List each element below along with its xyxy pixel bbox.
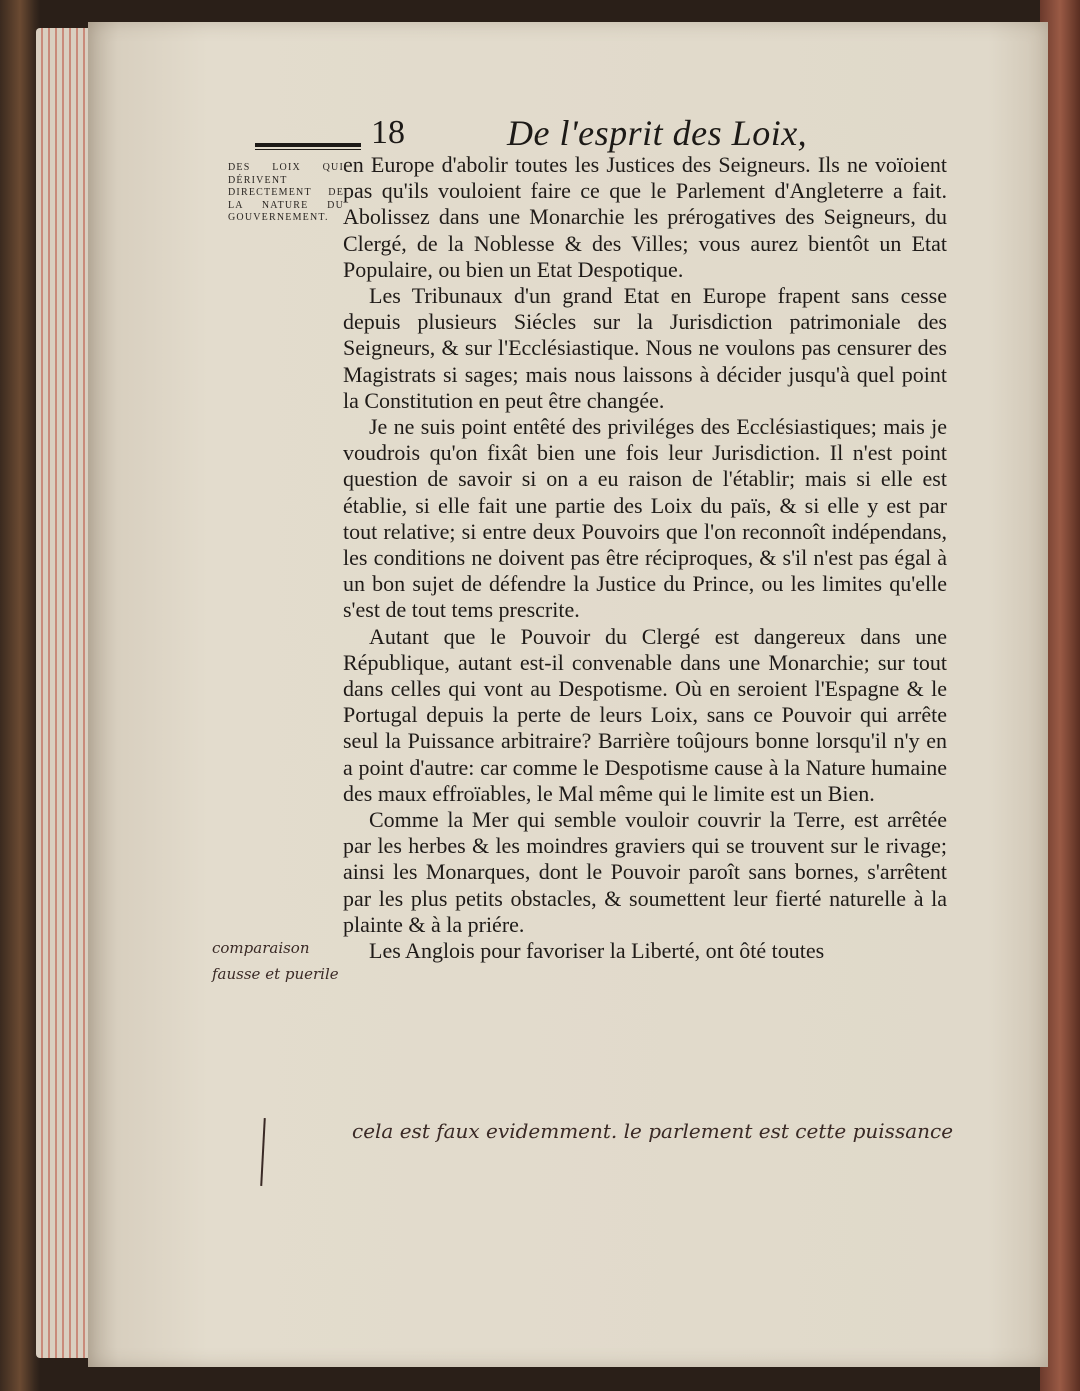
- paragraph: en Europe d'abolir toutes les Justices des Seigneurs. Ils ne voïoient pas qu'ils vouloient faire ce que le Parlement d'Angleterre a fait. Abolissez dans une Monarchie les prérogatives des Seigneurs, du Clergé, de la Noblesse & des Villes; vous aurez bientôt un Etat Populaire, ou bien un Etat Despotique.: [343, 152, 947, 282]
- paragraph: Je ne suis point entêté des priviléges des Ecclésiastiques; mais je voudrois qu'on fixât bien une fois leur Jurisdiction. Il n'est point question de savoir si on a eu raison de l'établir; mais si elle est établie, si elle fait une partie des Loix du païs, & si elle y est par tout relative; si entre deux Pouvoirs que l'on reconnoît indépendans, les conditions ne doivent pas être réciproques, & s'il n'est pas égal à un bon sujet de défendre la Justice du Prince, ou les limites qu'elle s'est de tout tems prescrite.: [343, 414, 947, 623]
- handwritten-bottom-note: cela est faux evidemment. le parlement est cette puissance: [352, 1119, 954, 1143]
- paragraph: Les Anglois pour favoriser la Liberté, ont ôté toutes: [369, 938, 825, 964]
- header-rule: [255, 143, 361, 150]
- body-text: [343, 152, 947, 964]
- side-note: DES LOIX QUI DÉRIVENT DIRECTEMENT DE LA NATURE DU GOUVERNEMENT.: [228, 162, 344, 223]
- running-title: De l'esprit des Loix,: [507, 113, 808, 153]
- paragraph: Comme la Mer qui semble vouloir couvrir la Terre, est arrêtée par les herbes & les moindres graviers qui se trouvent sur le rivage; ainsi les Monarques, dont le Pouvoir paroît sans bornes, s'arrêtent par les plus petits obstacles, & soumettent leur fierté naturelle à la plainte & à la priére.: [343, 807, 947, 937]
- paragraph: Les Tribunaux d'un grand Etat en Europe frapent sans cesse depuis plusieurs Siécles sur la Jurisdiction patrimoniale des Seigneurs, & sur l'Ecclésiastique. Nous ne voulons pas censurer des Magistrats si sages; mais nous laissons à décider jusqu'à quel point la Constitution en peut être changée.: [343, 283, 947, 413]
- page-number: 18: [371, 114, 405, 151]
- handwritten-margin-note: comparaison fausse et puerile: [212, 939, 339, 983]
- paragraph: Autant que le Pouvoir du Clergé est dangereux dans une République, autant est-il convenable dans une Monarchie; sur tout dans celles qui vont au Despotisme. Où en seroient l'Espagne & le Portugal depuis la perte de leurs Loix, sans ce Pouvoir qui arrête seul la Puissance arbitraire? Barrière toûjours bonne lorsqu'il n'y en a point d'autre: car comme le Despotisme cause à la Nature humaine des maux effroïables, le Mal même qui le limite est un Bien.: [343, 623, 947, 806]
